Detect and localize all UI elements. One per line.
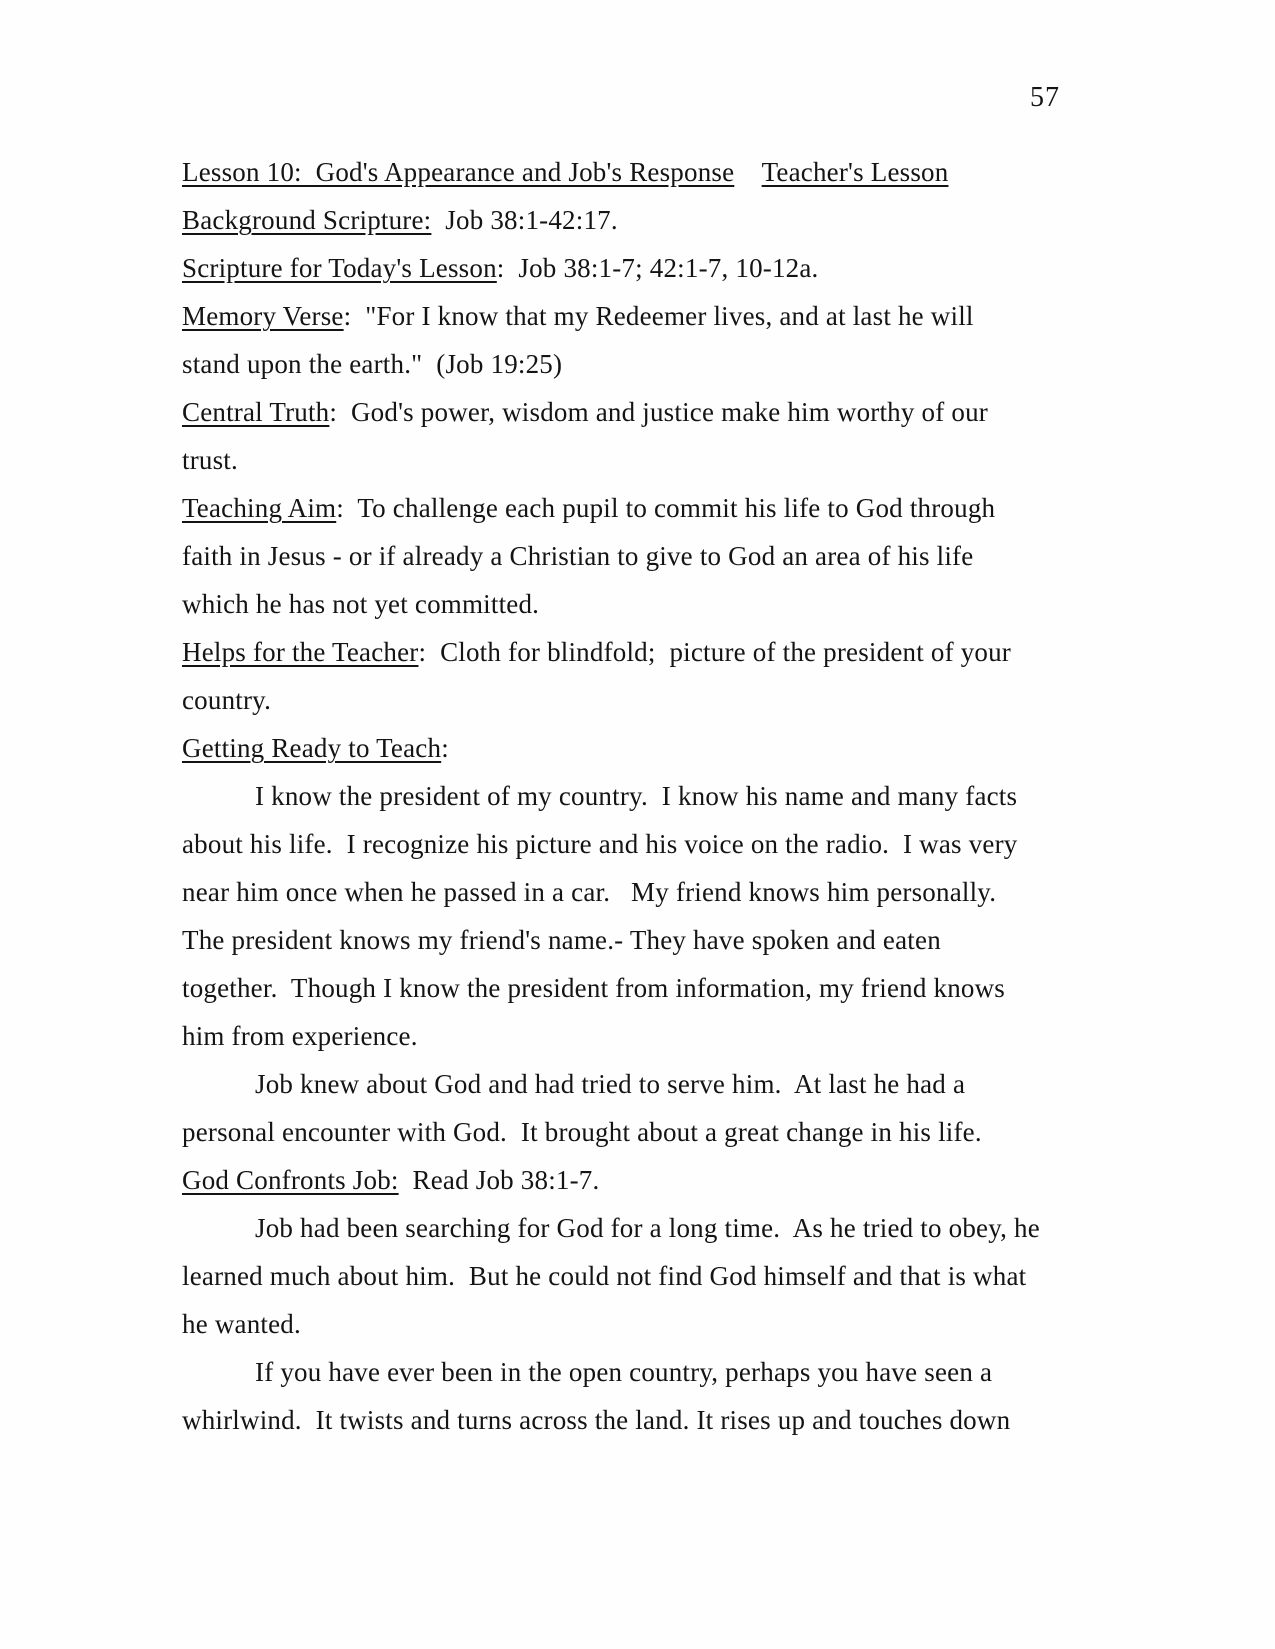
text-segment: which he has not yet committed. [182, 589, 540, 619]
text-line [182, 196, 1082, 244]
text-segment: about his life. I recognize his picture and his voice on the radio. I was very [182, 829, 1018, 859]
text-segment: him from experience. [182, 1021, 418, 1051]
text-line [182, 772, 1082, 820]
text-line [182, 340, 1082, 388]
text-segment: : Job 38:1-7; 42:1-7, 10-12a. [496, 253, 819, 283]
underlined-heading-segment: Background Scripture: [182, 205, 432, 235]
text-line [182, 484, 1082, 532]
text-segment: near him once when he passed in a car. My friend knows him personally. [182, 877, 997, 907]
text-line [182, 292, 1082, 340]
text-line [182, 1300, 1082, 1348]
text-segment: trust. [182, 445, 238, 475]
text-segment: The president knows my friend's name.- They have spoken and eaten [182, 925, 941, 955]
text-line [182, 580, 1082, 628]
underlined-heading-segment: Scripture for Today's Lesson [182, 253, 497, 283]
underlined-heading-segment: Memory Verse [182, 301, 344, 331]
text-segment [734, 157, 761, 187]
text-segment: Job had been searching for God for a long time. As he tried to obey, he [255, 1213, 1040, 1243]
text-line [182, 1108, 1082, 1156]
text-segment: he wanted. [182, 1309, 301, 1339]
text-line [182, 1396, 1082, 1444]
text-segment: Read Job 38:1-7. [398, 1165, 600, 1195]
text-segment: : [441, 733, 449, 763]
document-lines [182, 148, 1082, 1444]
text-line [182, 916, 1082, 964]
text-line [182, 532, 1082, 580]
underlined-heading-segment: Getting Ready to Teach [182, 733, 442, 763]
text-segment: stand upon the earth." (Job 19:25) [182, 349, 563, 379]
text-line [182, 244, 1082, 292]
text-line [182, 436, 1082, 484]
text-line [182, 1156, 1082, 1204]
text-segment: country. [182, 685, 272, 715]
text-segment: together. Though I know the president from information, my friend knows [182, 973, 1006, 1003]
text-line [182, 1204, 1082, 1252]
underlined-heading-segment: God Confronts Job: [182, 1165, 399, 1195]
underlined-heading-segment: Teaching Aim [182, 493, 337, 523]
underlined-heading-segment: Helps for the Teacher [182, 637, 419, 667]
underlined-heading-segment: Central Truth [182, 397, 330, 427]
text-segment: Job knew about God and had tried to serve him. At last he had a [255, 1069, 966, 1099]
text-line [182, 1252, 1082, 1300]
text-line [182, 148, 1082, 196]
text-line [182, 628, 1082, 676]
text-line [182, 1060, 1082, 1108]
text-segment: : "For I know that my Redeemer lives, and at last he will [343, 301, 974, 331]
text-line [182, 964, 1082, 1012]
text-line [182, 1012, 1082, 1060]
text-segment: Job 38:1-42:17. [431, 205, 618, 235]
text-segment: : Cloth for blindfold; picture of the president of your [418, 637, 1012, 667]
text-segment: whirlwind. It twists and turns across the land. It rises up and touches down [182, 1405, 1011, 1435]
text-segment: : To challenge each pupil to commit his life to God through [336, 493, 996, 523]
text-segment: If you have ever been in the open country, perhaps you have seen a [255, 1357, 993, 1387]
text-segment: faith in Jesus - or if already a Christian to give to God an area of his life [182, 541, 974, 571]
underlined-heading-segment: Teacher's Lesson [761, 157, 949, 187]
text-line [182, 724, 1082, 772]
text-line [182, 388, 1082, 436]
text-segment: personal encounter with God. It brought about a great change in his life. [182, 1117, 982, 1147]
text-segment: learned much about him. But he could not find God himself and that is what [182, 1261, 1027, 1291]
text-line [182, 1348, 1082, 1396]
underlined-heading-segment: Lesson 10: God's Appearance and Job's Response [182, 157, 735, 187]
text-segment: I know the president of my country. I know his name and many facts [255, 781, 1018, 811]
page-number: 57 [1030, 82, 1060, 113]
text-line [182, 676, 1082, 724]
text-line [182, 868, 1082, 916]
text-line [182, 820, 1082, 868]
text-segment: : God's power, wisdom and justice make him worthy of our [329, 397, 988, 427]
